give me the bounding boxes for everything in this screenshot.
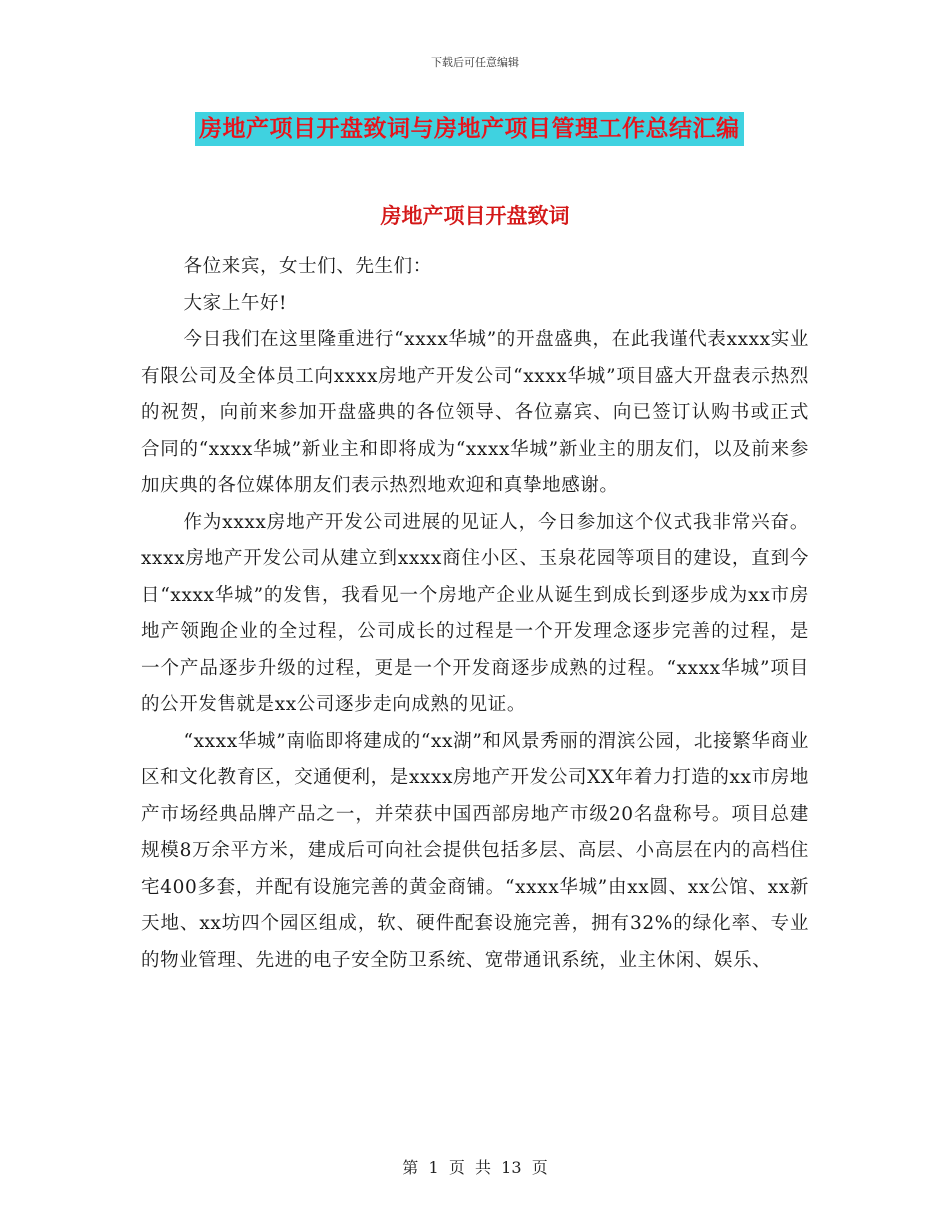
paragraph-witness: 作为xxxx房地产开发公司进展的见证人，今日参加这个仪式我非常兴奋。xxxx房地产开发公司从建立到xxxx商住小区、玉泉花园等项目的建设，直到今日“xxxx华城”的发售，我看见一个房地产企业从诞生到成长到逐步成为xx市房地产领跑企业的全过程，公司成长的过程是一个开发理念逐步完善的过程，是一个产品逐步升级的过程，更是一个开发商逐步成熟的过程。“xxxx华城”项目的公开发售就是xx公司逐步走向成熟的见证。	[141, 511, 809, 715]
section-title: 房地产项目开盘致词	[380, 203, 570, 228]
paragraph-project-intro: “xxxx华城”南临即将建成的“xx湖”和风景秀丽的渭滨公园，北接繁华商业区和文化教育区，交通便利，是xxxx房地产开发公司XX年着力打造的xx市房地产市场经典品牌产品之一，并荣获中国西部房地产市级20名盘称号。项目总建规模8万余平方米，建成后可向社会提供包括多层、高层、小高层在内的高档住宅400多套，并配有设施完善的黄金商铺。“xxxx华城”由xx圆、xx公馆、xx新天地、xx坊四个园区组成，软、硬件配套设施完善，拥有32%的绿化率、专业的物业管理、先进的电子安全防卫系统、宽带通讯系统，业主休闲、娱乐、	[141, 730, 809, 971]
header-note: 下载后可任意编辑	[431, 56, 519, 69]
page-footer: 第 1 页 共 13 页	[402, 1158, 548, 1177]
document-title: 房地产项目开盘致词与房地产项目管理工作总结汇编	[195, 112, 744, 146]
paragraph-greeting: 各位来宾，女士们、先生们：	[183, 256, 432, 277]
paragraph-good-morning: 大家上午好!	[183, 292, 288, 314]
paragraph-opening: 今日我们在这里隆重进行“xxxx华城”的开盘盛典，在此我谨代表xxxx实业有限公司及全体员工向xxxx房地产开发公司“xxxx华城”项目盛大开盘表示热烈的祝贺，向前来参加开盘盛典的各位领导、各位嘉宾、向已签订认购书或正式合同的“xxxx华城”新业主和即将成为“xxxx华城”新业主的朋友们，以及前来参加庆典的各位媒体朋友们表示热烈地欢迎和真挚地感谢。	[141, 329, 809, 496]
body-text	[141, 249, 809, 979]
